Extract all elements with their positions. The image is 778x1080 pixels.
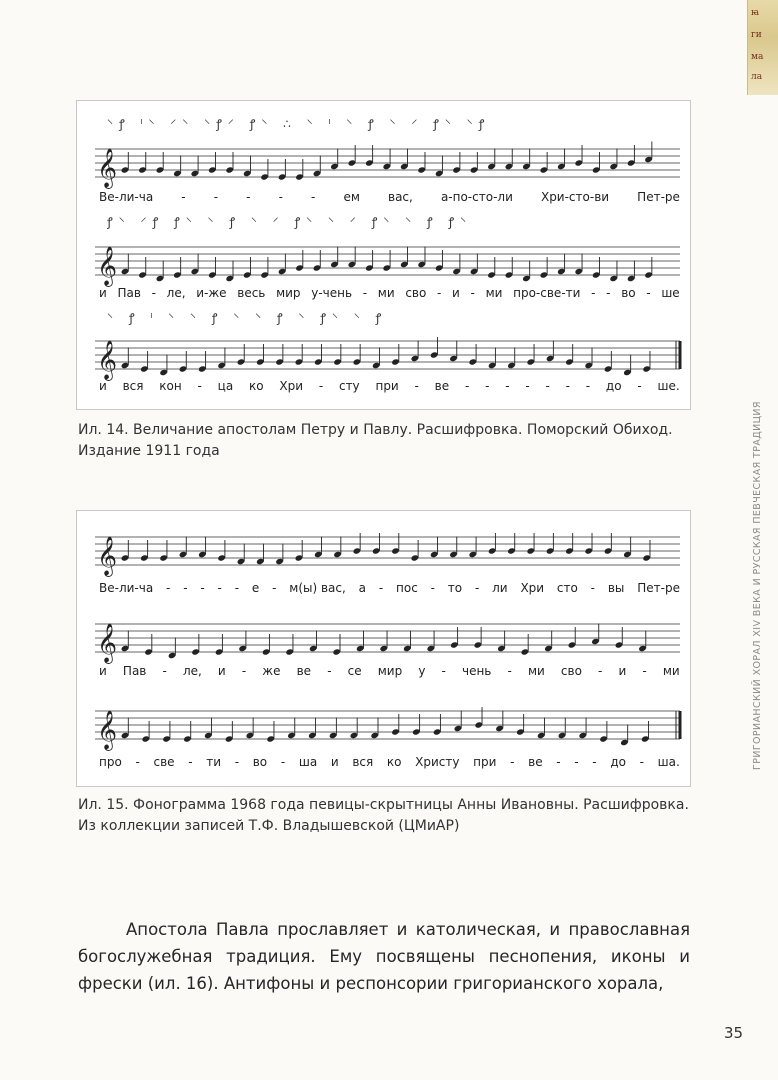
lyric-syllable: при: [473, 755, 497, 769]
lyric-syllable: пос: [396, 581, 418, 595]
lyric-syllable: ше.: [657, 379, 680, 393]
lyric-syllable: -: [639, 755, 644, 769]
lyric-syllable: -: [241, 664, 247, 678]
staff-row: [77, 141, 690, 191]
treble-clef-icon: 𝄞: [97, 340, 118, 380]
lyric-syllable: ми: [377, 286, 395, 300]
lyric-syllable: -: [311, 190, 316, 204]
lyric-syllable: то: [447, 581, 463, 595]
lyric-syllable: -: [485, 379, 490, 393]
lyric-syllable: ве: [434, 379, 450, 393]
lyric-syllable: вся: [122, 379, 144, 393]
lyric-syllable: ве: [296, 664, 312, 678]
lyric-syllable: -: [592, 755, 597, 769]
lyric-syllable: -: [280, 755, 286, 769]
lyric-syllable: -: [327, 664, 332, 678]
neume-row: ⸌ ꝭ ˡ ⸌ ⸌ ꝭ ⸌ ⸌ ꝭ ⸌ ꝭ⸌ ⸌ ꝭ: [107, 311, 388, 325]
lyric-syllable: Христу: [415, 755, 460, 769]
lyric-syllable: е: [251, 581, 260, 595]
lyric-syllable: и: [99, 379, 107, 393]
lyric-syllable: сво: [405, 286, 427, 300]
lyric-syllable: ше: [661, 286, 680, 300]
lyric-syllable: при: [375, 379, 399, 393]
lyric-syllable: Пет-ре: [637, 190, 680, 204]
lyric-syllable: -: [474, 581, 480, 595]
lyric-syllable: ми: [527, 664, 545, 678]
lyric-syllable: се: [347, 664, 362, 678]
lyric-syllable: до: [610, 755, 626, 769]
lyric-syllable: -: [437, 286, 442, 300]
lyric-syllable: -: [200, 581, 205, 595]
treble-clef-icon: 𝄞: [97, 536, 118, 576]
lyric-syllable: -: [525, 379, 530, 393]
lyric-syllable: ко: [249, 379, 264, 393]
lyric-syllable: ти: [206, 755, 222, 769]
lyric-syllable: ем: [343, 190, 360, 204]
lyric-syllable: ле,: [166, 286, 186, 300]
lyric-syllable: Ве-ли-ча: [99, 190, 154, 204]
lyric-syllable: до: [605, 379, 622, 393]
lyric-syllable: ко: [386, 755, 402, 769]
lyrics-line: [99, 755, 680, 769]
lyric-syllable: и: [99, 286, 107, 300]
figure-15-score: [76, 510, 691, 787]
lyric-syllable: ша.: [657, 755, 680, 769]
lyric-syllable: Пет-ре: [637, 581, 680, 595]
lyric-syllable: -: [556, 755, 561, 769]
lyric-syllable: во: [621, 286, 636, 300]
staff-row: [77, 239, 690, 289]
lyric-syllable: -: [574, 755, 579, 769]
lyric-syllable: м(ы) вас,: [289, 581, 346, 595]
lyric-syllable: -: [510, 755, 515, 769]
lyric-syllable: и: [330, 755, 339, 769]
lyric-syllable: Хри: [520, 581, 545, 595]
lyric-syllable: сво: [560, 664, 582, 678]
neume-row: ⸌ꝭ ˡ⸌ ⸍⸌ ⸌ꝭ⸍ ꝭ⸌ ∴ ⸌ ˡ ⸌ ꝭ ⸌ ⸍ ꝭ⸌ ⸌ꝭ: [107, 117, 491, 131]
lyrics-line: [99, 379, 680, 393]
lyric-syllable: кон: [159, 379, 182, 393]
staff-row: [77, 616, 690, 666]
lyric-syllable: ли: [492, 581, 508, 595]
lyric-syllable: -: [217, 581, 222, 595]
lyric-syllable: -: [234, 581, 240, 595]
lyric-syllable: вас,: [388, 190, 413, 204]
lyric-syllable: весь: [237, 286, 266, 300]
lyric-syllable: -: [213, 190, 219, 204]
staff-row: [77, 529, 690, 579]
lyric-syllable: ми: [485, 286, 503, 300]
lyrics-line: [99, 190, 680, 204]
figure-14-score: [76, 100, 691, 410]
lyric-syllable: -: [507, 664, 512, 678]
lyric-syllable: Пав: [122, 664, 147, 678]
lyric-syllable: и-же: [196, 286, 227, 300]
lyric-syllable: у: [418, 664, 426, 678]
neume-row: ꝭ⸌ ⸍ꝭ ꝭ⸌ ⸌ ꝭ ⸌ ⸍ ꝭ⸌ ⸌ ⸍ ꝭ⸌ ⸌ ꝭ ꝭ⸌: [107, 215, 473, 229]
lyric-syllable: -: [414, 379, 419, 393]
lyric-syllable: -: [378, 581, 384, 595]
music-staff: [77, 333, 690, 383]
treble-clef-icon: 𝄞: [97, 623, 118, 663]
running-title: ГРИГОРИАНСКИЙ ХОРАЛ XIV ВЕКА И РУССКАЯ ПЕВЧЕСКАЯ ТРАДИЦИЯ: [752, 401, 763, 770]
lyric-syllable: -: [590, 581, 596, 595]
lyric-syllable: про: [99, 755, 122, 769]
treble-clef-icon: 𝄞: [97, 246, 118, 286]
lyric-syllable: -: [598, 664, 603, 678]
lyric-syllable: а-по-сто-ли: [440, 190, 513, 204]
lyric-syllable: -: [637, 379, 642, 393]
lyric-syllable: -: [162, 664, 167, 678]
lyric-syllable: -: [606, 286, 611, 300]
lyric-syllable: -: [642, 664, 647, 678]
lyric-syllable: а: [358, 581, 366, 595]
page-number: 35: [724, 1024, 744, 1042]
lyric-syllable: и: [618, 664, 627, 678]
lyric-syllable: и: [452, 286, 460, 300]
lyric-syllable: сто: [556, 581, 578, 595]
lyric-syllable: -: [181, 190, 186, 204]
lyric-syllable: -: [585, 379, 591, 393]
lyric-syllable: про-све-ти: [513, 286, 581, 300]
lyric-syllable: мир: [276, 286, 301, 300]
lyric-syllable: сту: [338, 379, 360, 393]
treble-clef-icon: 𝄞: [97, 148, 118, 188]
music-staff: [77, 239, 690, 289]
lyric-syllable: Хри-сто-ви: [540, 190, 610, 204]
lyric-syllable: -: [464, 379, 470, 393]
lyric-syllable: вся: [352, 755, 374, 769]
lyric-syllable: -: [505, 379, 510, 393]
thumbnail-text: ги: [751, 30, 762, 40]
lyric-syllable: -: [188, 755, 193, 769]
lyric-syllable: мир: [377, 664, 403, 678]
body-paragraph: [78, 916, 690, 997]
lyric-syllable: -: [591, 286, 596, 300]
lyric-syllable: и: [217, 664, 226, 678]
lyric-syllable: -: [545, 379, 550, 393]
music-staff: [77, 529, 690, 579]
staff-row: [77, 703, 690, 753]
lyric-syllable: ми: [662, 664, 680, 678]
lyrics-line: [99, 664, 680, 678]
lyric-syllable: ша: [298, 755, 318, 769]
lyric-syllable: же: [262, 664, 281, 678]
lyric-syllable: вы: [607, 581, 625, 595]
staff-row: [77, 333, 690, 383]
lyric-syllable: ца: [217, 379, 234, 393]
lyric-syllable: во: [252, 755, 268, 769]
lyric-syllable: чень: [461, 664, 492, 678]
music-staff: [77, 616, 690, 666]
paragraph-text: Апостола Павла прославляет и католическая, и православная богослужебная традиция. Ему посвящены песнопения, иконы и фрески (ил. 16). Антифоны и респонсории григорианского хорала,: [78, 920, 690, 993]
figure-14-caption: Ил. 14. Величание апостолам Петру и Павлу. Расшифровка. Поморский Обиход. Издание 1911 года: [78, 422, 673, 459]
lyric-syllable: -: [362, 286, 368, 300]
lyric-syllable: -: [151, 286, 156, 300]
lyric-syllable: -: [166, 581, 171, 595]
lyrics-line: [99, 286, 680, 300]
music-staff: [77, 703, 690, 753]
lyrics-line: [99, 581, 680, 595]
lyric-syllable: -: [646, 286, 651, 300]
figure-15-caption: Ил. 15. Фонограмма 1968 года певицы-скрытницы Анны Ивановны. Расшифровка. Из коллекции записей Т.Ф. Владышевской (ЦМиАР): [78, 797, 689, 834]
lyric-syllable: Пав: [117, 286, 141, 300]
lyric-syllable: -: [565, 379, 570, 393]
lyric-syllable: -: [278, 190, 283, 204]
lyric-syllable: у-чень: [311, 286, 353, 300]
manuscript-thumbnail: [747, 0, 778, 95]
lyric-syllable: -: [183, 581, 188, 595]
lyric-syllable: Хри: [279, 379, 304, 393]
lyric-syllable: -: [197, 379, 202, 393]
lyric-syllable: -: [470, 286, 475, 300]
lyric-syllable: -: [441, 664, 446, 678]
lyric-syllable: ле,: [182, 664, 202, 678]
treble-clef-icon: 𝄞: [97, 710, 118, 750]
thumbnail-text: ꙗ: [751, 8, 760, 18]
music-staff: [77, 141, 690, 191]
lyric-syllable: -: [272, 581, 277, 595]
lyric-syllable: -: [318, 379, 324, 393]
lyric-syllable: -: [234, 755, 240, 769]
lyric-syllable: -: [430, 581, 435, 595]
lyric-syllable: и: [99, 664, 107, 678]
lyric-syllable: -: [246, 190, 251, 204]
lyric-syllable: -: [135, 755, 140, 769]
thumbnail-text: ма: [751, 52, 764, 62]
lyric-syllable: све: [153, 755, 175, 769]
lyric-syllable: ве: [528, 755, 543, 769]
thumbnail-text: ла: [751, 72, 763, 82]
lyric-syllable: Ве-ли-ча: [99, 581, 154, 595]
